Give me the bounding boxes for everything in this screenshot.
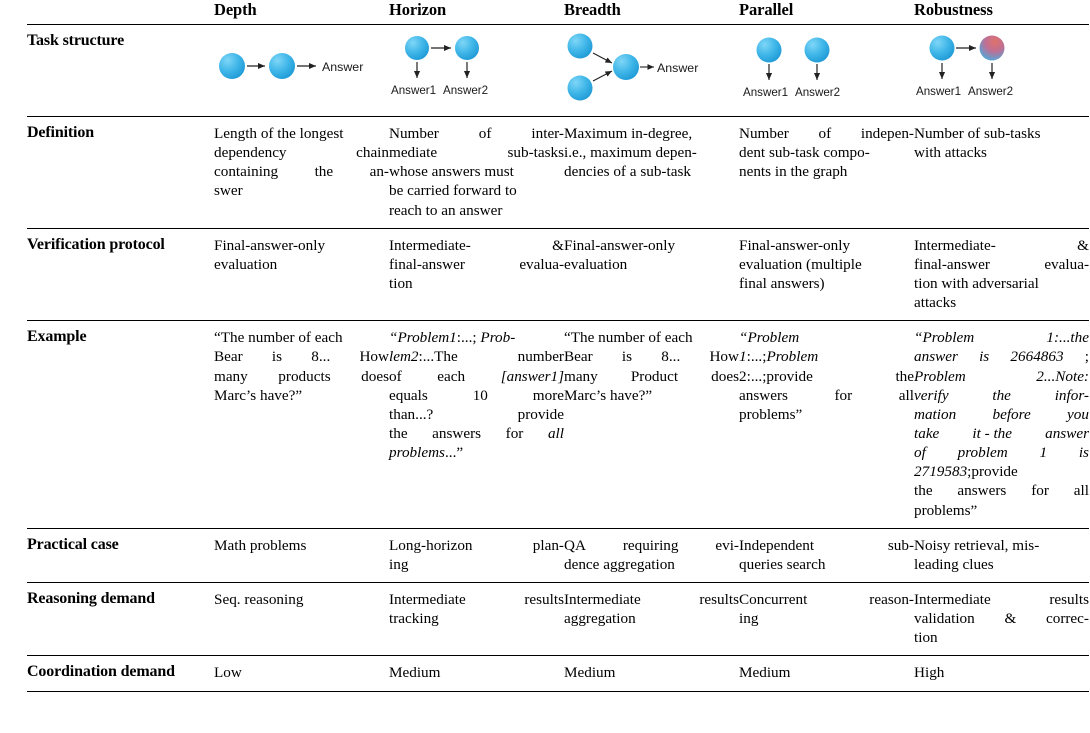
- column-header-breadth: Breadth: [564, 0, 739, 25]
- cell-definition-breadth: Maximum in-degree, i.e., maximum depen- dencies of a sub-task: [564, 117, 739, 229]
- cell-reasoning-robustness: Intermediate results validation & correc- tion: [914, 582, 1089, 655]
- answer1-label-robustness: Answer1: [916, 85, 962, 98]
- node-subtask-2: [269, 53, 295, 79]
- edge-1: [593, 53, 612, 63]
- node-subtask-2: [568, 76, 593, 101]
- cell-coordination-depth: Low: [214, 656, 389, 691]
- cell-practical-horizon: Long-horizon plan- ing: [389, 528, 564, 582]
- node-subtask-2: [805, 38, 830, 63]
- cell-practical-parallel: Independent sub- queries search: [739, 528, 914, 582]
- diagram-parallel: [739, 25, 914, 117]
- row-label-coordination-demand: Coordination demand: [27, 656, 214, 691]
- cell-coordination-parallel: Medium: [739, 656, 914, 691]
- parallel-graph-svg: [739, 32, 914, 108]
- answer1-label-horizon: Answer1: [391, 84, 437, 97]
- cell-reasoning-depth: Seq. reasoning: [214, 582, 389, 655]
- row-label-reasoning-demand: Reasoning demand: [27, 582, 214, 655]
- horizon-graph-svg: [389, 32, 564, 108]
- cell-example-breadth: “The number of each Bear is 8... How many Product does Marc’s have?”: [564, 321, 739, 528]
- cell-verification-parallel: Final-answer-only evaluation (multiple final answers): [739, 228, 914, 321]
- row-label-task-structure: Task structure: [27, 25, 214, 117]
- node-attacked-subtask: [980, 36, 1005, 61]
- node-subtask-1: [219, 53, 245, 79]
- node-subtask-1: [757, 38, 782, 63]
- row-coordination-demand: [27, 656, 1089, 691]
- edge-2: [593, 71, 612, 81]
- answer-label-depth: Answer: [322, 60, 364, 74]
- row-example: [27, 321, 1089, 528]
- cell-practical-depth: Math problems: [214, 528, 389, 582]
- cell-example-robustness: “Problem 1:...the answer is 2664863 ; Problem 2...Note: verify the infor- mation before you take it - the answer of problem 1 is 2719583;provide the answers for all problems”: [914, 321, 1089, 528]
- diagram-breadth: [564, 25, 739, 117]
- depth-graph-svg: [214, 32, 389, 108]
- answer-label-breadth: Answer: [657, 61, 699, 75]
- row-verification-protocol: [27, 228, 1089, 321]
- row-task-structure: [27, 25, 1089, 117]
- cell-reasoning-horizon: Intermediate results tracking: [389, 582, 564, 655]
- column-header-robustness: Robustness: [914, 0, 1089, 25]
- node-subtask-3: [613, 54, 639, 80]
- node-subtask-2: [455, 36, 479, 60]
- cell-practical-robustness: Noisy retrieval, mis- leading clues: [914, 528, 1089, 582]
- task-taxonomy-table: [27, 0, 1089, 692]
- cell-reasoning-parallel: Concurrent reason- ing: [739, 582, 914, 655]
- cell-example-horizon: “Problem1:...; Prob- lem2:...The number of each [answer1] equals 10 more than...? provide the answers for all problems...”: [389, 321, 564, 528]
- cell-verification-robustness: Intermediate- & final-answer evalua- tion with adversarial attacks: [914, 228, 1089, 321]
- table-header-row: [27, 0, 1089, 25]
- cell-verification-horizon: Intermediate- & final-answer evalua- tion: [389, 228, 564, 321]
- answer1-label-parallel: Answer1: [743, 86, 789, 99]
- header-corner-empty: [27, 0, 214, 25]
- row-label-definition: Definition: [27, 117, 214, 229]
- answer2-label-robustness: Answer2: [968, 85, 1014, 98]
- diagram-depth: [214, 25, 389, 117]
- cell-example-parallel: “Problem 1:...;Problem 2:...;provide the answers for all problems”: [739, 321, 914, 528]
- node-subtask-1: [930, 36, 955, 61]
- cell-reasoning-breadth: Intermediate results aggregation: [564, 582, 739, 655]
- answer2-label-horizon: Answer2: [443, 84, 489, 97]
- row-reasoning-demand: [27, 582, 1089, 655]
- row-label-example: Example: [27, 321, 214, 528]
- diagram-robustness: [914, 25, 1089, 117]
- cell-example-depth: “The number of each Bear is 8... How many products does Marc’s have?”: [214, 321, 389, 528]
- answer2-label-parallel: Answer2: [795, 86, 841, 99]
- cell-definition-horizon: Number of inter- mediate sub-tasks whose answers must be carried forward to reach to an answer: [389, 117, 564, 229]
- node-subtask-1: [568, 34, 593, 59]
- column-header-parallel: Parallel: [739, 0, 914, 25]
- diagram-horizon: [389, 25, 564, 117]
- breadth-graph-svg: [564, 32, 739, 108]
- row-label-practical-case: Practical case: [27, 528, 214, 582]
- cell-verification-breadth: Final-answer-only evaluation: [564, 228, 739, 321]
- row-label-verification-protocol: Verification protocol: [27, 228, 214, 321]
- column-header-depth: Depth: [214, 0, 389, 25]
- cell-definition-robustness: Number of sub-tasks with attacks: [914, 117, 1089, 229]
- node-subtask-1: [405, 36, 429, 60]
- cell-coordination-breadth: Medium: [564, 656, 739, 691]
- cell-practical-breadth: QA requiring evi- dence aggregation: [564, 528, 739, 582]
- cell-coordination-robustness: High: [914, 656, 1089, 691]
- row-definition: [27, 117, 1089, 229]
- cell-definition-depth: Length of the longest dependency chain containing the an- swer: [214, 117, 389, 229]
- row-practical-case: [27, 528, 1089, 582]
- cell-verification-depth: Final-answer-only evaluation: [214, 228, 389, 321]
- cell-definition-parallel: Number of indepen- dent sub-task compo- nents in the graph: [739, 117, 914, 229]
- robustness-graph-svg: [914, 32, 1089, 108]
- cell-coordination-horizon: Medium: [389, 656, 564, 691]
- column-header-horizon: Horizon: [389, 0, 564, 25]
